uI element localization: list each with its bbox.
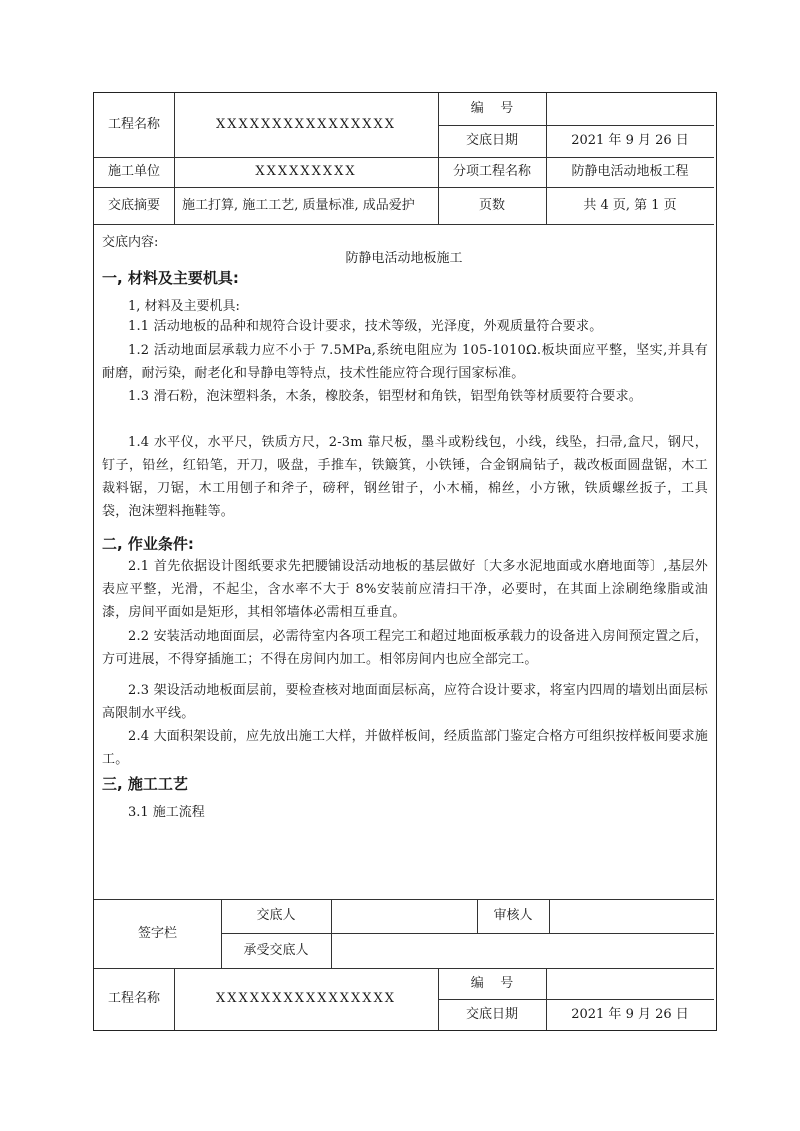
paragraph: 2.1 首先依据设计图纸要求先把腰铺设活动地板的基层做好〔大多水泥地面或水磨地面等〕,基层外表应平整，光滑，不起尘，含水率不大于 8%安装前应清扫干净，必要时，在其面上涂刷绝缘脂或油漆，房间平面如是矩形，其相邻墙体必需相互垂直。 (102, 559, 708, 620)
project-name-value: XXXXXXXXXXXXXXXX (215, 117, 397, 132)
footer-date-value: 2021 年 9 月 26 日 (571, 1006, 689, 1022)
content-label: 交底内容: (102, 235, 159, 250)
paragraph: 2.4 大面积架设前，应先放出施工大样，并做样板间，经质监部门鉴定合格方可组织按样板间要求施工。 (102, 729, 709, 767)
footer-date-label: 交底日期 (465, 1006, 518, 1022)
footer-project-name-value: XXXXXXXXXXXXXXXX (215, 991, 397, 1006)
reviewer-signature-field[interactable] (549, 899, 714, 933)
discloser-label: 交底人 (256, 908, 296, 923)
footer-number-label: 编 号 (470, 975, 514, 991)
discloser-signature-field[interactable] (331, 899, 477, 933)
disclosure-sheet (93, 92, 717, 1031)
paragraph: 1.3 滑石粉，泡沫塑料条，木条，橡胶条，铝型材和角铁，铝型角铁等材质要符合要求。 (128, 389, 643, 404)
receiver-label: 承受交底人 (243, 942, 309, 958)
number-label: 编 号 (470, 101, 514, 116)
paragraph: 1.1 活动地板的品种和规符合设计要求，技术等级，光泽度，外观质量符合要求。 (128, 319, 603, 334)
section-subheading: 1, 材料及主要机具: (128, 299, 240, 314)
date-value: 2021 年 9 月 26 日 (571, 133, 689, 148)
section-subheading: 3.1 施工流程 (128, 805, 205, 820)
paragraph: 1.4 水平仪，水平尺，铁质方尺，2-3m 靠尺板，墨斗或粉线包，小线，线坠，扫帚,盒尺，钢尺，钉子，铅丝，红铅笔，开刀，吸盘，手推车，铁簸箕，小铁锤，合金钢扁钻子，裁改板面圆盘锯，木工裁料锯，刀锯，木工用刨子和斧子，磅秤，钢丝钳子，小木桶，棉丝，小方锹，铁质螺丝扳子，工具袋，泡沫塑料拖鞋等。 (102, 435, 708, 519)
section-heading: 三, 施工工艺 (102, 775, 188, 793)
unit-label: 施工单位 (107, 164, 160, 179)
receiver-signature-field[interactable] (331, 933, 714, 968)
footer-number-value (546, 968, 714, 999)
content-title: 防静电活动地板施工 (345, 251, 463, 266)
number-value (546, 93, 714, 125)
section-heading: 一, 材料及主要机具: (102, 269, 239, 287)
paragraph: 2.2 安装活动地面面层，必需待室内各项工程完工和超过地面板承载力的设备进入房间预定置之后，方可进展，不得穿插施工；不得在房间内加工。相邻房间内也应全部完工。 (102, 629, 709, 667)
date-label: 交底日期 (465, 133, 518, 148)
sub-project-value: 防静电活动地板工程 (571, 164, 689, 179)
signature-label: 签字栏 (137, 925, 177, 941)
project-name-label: 工程名称 (107, 117, 160, 132)
summary-value: 施工打算, 施工工艺, 质量标准, 成品爱护 (182, 198, 415, 213)
section-heading: 二, 作业条件: (102, 535, 194, 553)
paragraph: 2.3 架设活动地板面层前，要检查核对地面面层标高，应符合设计要求，将室内四周的墙划出面层标高限制水平线。 (102, 683, 709, 721)
summary-label: 交底摘要 (107, 197, 160, 213)
unit-value: XXXXXXXXX (255, 164, 357, 179)
pages-label: 页数 (478, 197, 505, 213)
reviewer-label: 审核人 (493, 908, 533, 923)
pages-value: 共 4 页, 第 1 页 (583, 197, 677, 213)
paragraph: 1.2 活动地面层承载力应不小于 7.5MPa,系统电阻应为 105-1010Ω.板块面应平整，坚实,并具有耐磨，耐污染，耐老化和导静电等特点，技术性能应符合现行国家标准。 (102, 343, 708, 381)
sub-project-label: 分项工程名称 (452, 164, 531, 179)
footer-project-name-label: 工程名称 (107, 991, 160, 1006)
